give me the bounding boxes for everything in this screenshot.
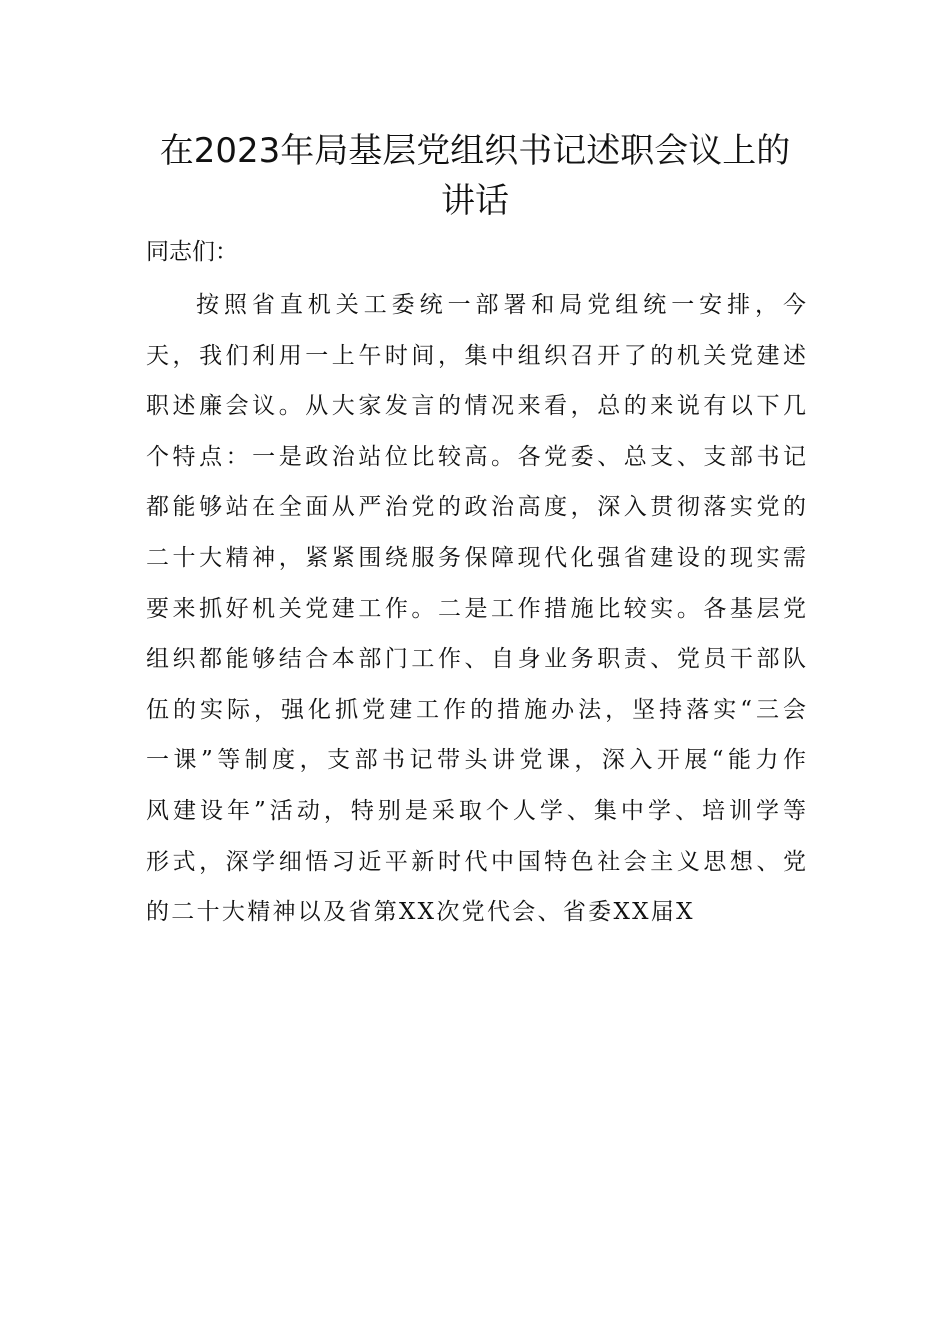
paragraph-line: 一课”等制度，支部书记带头讲党课，深入开展“能力作 (146, 747, 806, 774)
paragraph-line: 二十大精神，紧紧围绕服务保障现代化强省建设的现实需 (146, 544, 806, 571)
paragraph-line: 按照省直机关工委统一部署和局党组统一安排，今 (196, 292, 806, 318)
paragraph-line: 都能够站在全面从严治党的政治高度，深入贯彻落实党的 (146, 494, 806, 521)
title-line-1: 在2023年局基层党组织书记述职会议上的 (159, 131, 791, 171)
salutation: 同志们： (146, 239, 238, 265)
paragraph-line: 要来抓好机关党建工作。二是工作措施比较实。各基层党 (146, 595, 806, 622)
title-line-2: 讲话 (441, 181, 509, 221)
paragraph-line: 天，我们利用一上午时间，集中组织召开了的机关党建述 (146, 342, 806, 369)
body-paragraph (146, 280, 806, 938)
paragraph-line: 伍的实际，强化抓党建工作的措施办法，坚持落实“三会 (146, 696, 806, 723)
paragraph-line: 组织都能够结合本部门工作、自身业务职责、党员干部队 (146, 646, 806, 673)
paragraph-line: 风建设年”活动，特别是采取个人学、集中学、培训学等 (146, 797, 806, 824)
paragraph-line: 个特点：一是政治站位比较高。各党委、总支、支部书记 (146, 443, 806, 470)
document-title (100, 126, 850, 226)
paragraph-line: 的二十大精神以及省第XX次党代会、省委XX届X (146, 899, 695, 926)
paragraph-line: 职述廉会议。从大家发言的情况来看，总的来说有以下几 (146, 393, 806, 420)
paragraph-line: 形式，深学细悟习近平新时代中国特色社会主义思想、党 (146, 848, 806, 875)
